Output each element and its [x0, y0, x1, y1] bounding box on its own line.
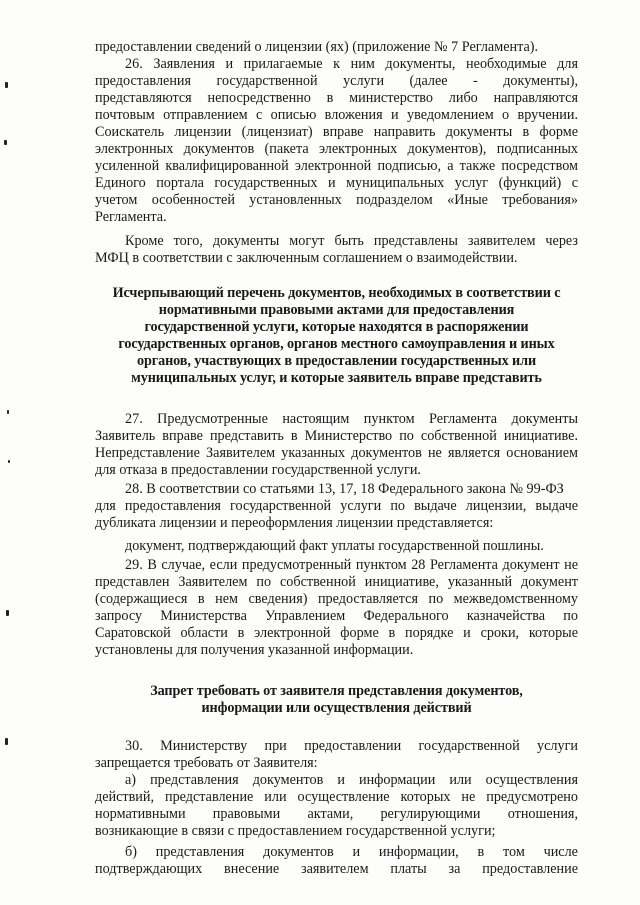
text-line: электронных документов (пакета электронных документов), подписанных: [95, 141, 578, 157]
text-line: 27. Предусмотренные настоящим пунктом Регламента документы: [125, 411, 578, 427]
section-heading: муниципальных услуг, и которые заявитель вправе представить: [131, 370, 542, 386]
section-heading: государственной услуги, которые находятся в распоряжении: [144, 319, 529, 335]
section-heading: нормативными правовыми актами для предоставления: [158, 302, 515, 318]
section-heading: органов, участвующих в предоставлении государственных или: [136, 353, 537, 369]
scan-speck: [8, 460, 10, 463]
text-line: б) представления документов и информации, в том числе: [125, 844, 578, 860]
text-line: действий, представление или осуществление которых не предусмотрено: [95, 789, 578, 805]
text-line: Заявитель вправе представить в Министерство по собственной инициативе.: [95, 428, 578, 444]
text-line: установлены для получения указанной информации.: [95, 642, 414, 658]
section-heading: государственных органов, органов местного самоуправления и иных: [118, 336, 555, 352]
text-line: представлен Заявителем по собственной инициативе, указанный документ: [95, 574, 578, 590]
text-line: предоставлении сведений о лицензии (ях) (приложение № 7 Регламента).: [95, 39, 539, 55]
text-line: возникающие в связи с предоставлением государственной услуги;: [95, 823, 496, 839]
text-line: 30. Министерству при предоставлении государственной услуги: [125, 738, 578, 754]
section-heading: Запрет требовать от заявителя представления документов,: [150, 683, 523, 699]
text-line: Кроме того, документы могут быть представлены заявителем через: [125, 233, 578, 249]
text-line: предоставления государственной услуги (далее - документы),: [95, 73, 578, 89]
scan-speck: [7, 410, 9, 414]
text-line: Единого портала государственных и муниципальных услуг (функций) с: [95, 175, 578, 191]
text-line: почтовым отправлением с описью вложения и уведомлением о вручении.: [95, 107, 578, 123]
text-line: Соискатель лицензии (лицензиат) вправе направить документы в форме: [95, 124, 578, 140]
text-line: для предоставления государственной услуги по выдаче лицензии, выдаче: [95, 498, 578, 514]
scan-speck: [4, 140, 7, 145]
section-heading: информации или осуществления действий: [201, 700, 472, 716]
text-line: МФЦ в соответствии с заключенным соглашением о взаимодействии.: [95, 250, 518, 266]
text-line: Регламента.: [95, 209, 167, 225]
text-line: представляются непосредственно в министерство либо направляются: [95, 90, 578, 106]
scan-speck: [5, 82, 8, 88]
text-line: подтверждающих внесение заявителем платы за предоставление: [95, 861, 578, 877]
text-line: 29. В случае, если предусмотренный пунктом 28 Регламента документ не: [125, 557, 578, 573]
text-line: документ, подтверждающий факт уплаты государственной пошлины.: [125, 538, 544, 554]
text-line: а) представления документов и информации или осуществления: [125, 772, 578, 788]
text-line: для отказа в предоставлении государственной услуги.: [95, 462, 421, 478]
text-line: (содержащиеся в нем сведения) предоставляется по межведомственному: [95, 591, 578, 607]
scan-speck: [5, 738, 8, 745]
text-line: учетом особенностей установленных подразделом «Иные требования»: [95, 192, 578, 208]
text-line: дубликата лицензии и переоформления лицензии представляется:: [95, 515, 494, 531]
section-heading: Исчерпывающий перечень документов, необходимых в соответствии с: [112, 285, 561, 301]
text-line: усиленной квалифицированной электронной подписью, а также посредством: [95, 158, 578, 174]
text-line: Саратовской области в электронной форме в порядке и сроки, которые: [95, 625, 578, 641]
text-line: 26. Заявления и прилагаемые к ним документы, необходимые для: [125, 56, 578, 72]
text-line: запрещается требовать от Заявителя:: [95, 755, 318, 771]
text-line: запросу Министерства Управлением Федерального казначейства по: [95, 608, 578, 624]
text-line: нормативными правовыми актами, регулирующими отношения,: [95, 806, 578, 822]
scan-speck: [6, 610, 9, 616]
text-line: Непредставление Заявителем указанных документов не является основанием: [95, 445, 578, 461]
text-line: 28. В соответствии со статьями 13, 17, 18 Федерального закона № 99-ФЗ: [125, 481, 564, 497]
